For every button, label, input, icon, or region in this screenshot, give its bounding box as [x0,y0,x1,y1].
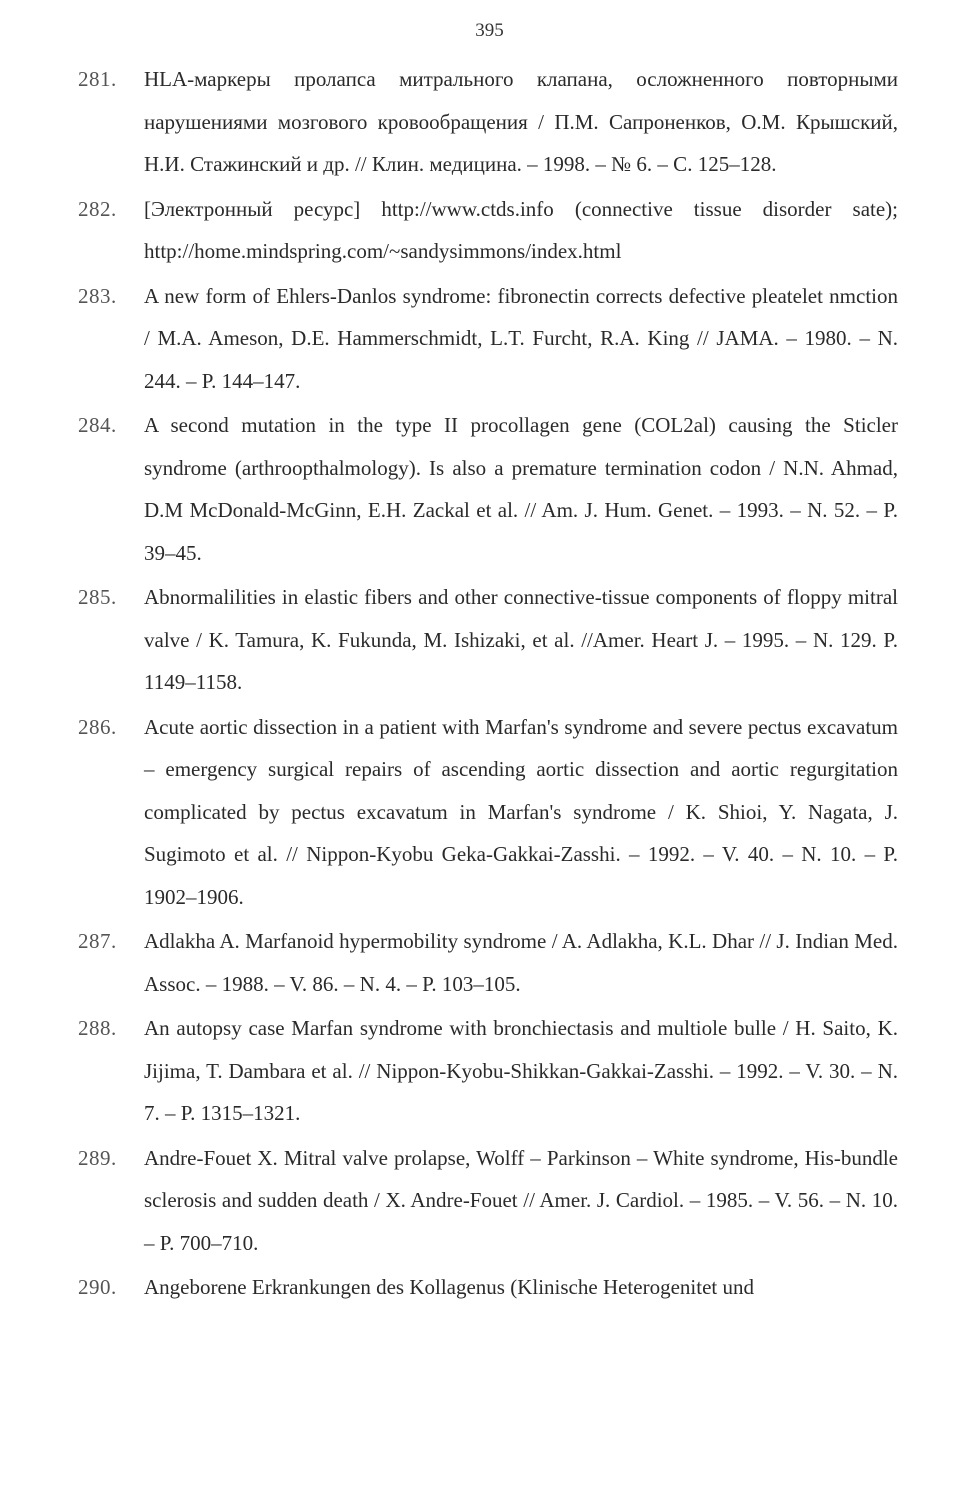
reference-text: Adlakha A. Marfanoid hypermobility syndrome / A. Adlakha, K.L. Dhar // J. Indian Med. Assoc. – 1988. – V. 86. – N. 4. – P. 103–105. [144,929,898,996]
reference-number: 290. [78,1275,117,1299]
reference-item [78,920,898,1005]
reference-text: Angeborene Erkrankungen des Kollagenus (Klinische Heterogenitet und [144,1275,754,1299]
reference-text: Andre-Fouet X. Mitral valve prolapse, Wolff – Parkinson – White syndrome, His-bundle sclerosis and sudden death / X. Andre-Fouet // Amer. J. Cardiol. – 1985. – V. 56. – N. 10. – P. 700–710. [144,1145,898,1255]
reference-text: A second mutation in the type II procollagen gene (COL2al) causing the Sticler syndrome (arthroopthalmology). Is also a premature termination codon / N.N. Ahmad, D.M McDonald-McGinn, E.H. Zackal et al. // Am. J. Hum. Genet. – 1993. – N. 52. – P. 39–45. [144,413,898,565]
reference-number: 287. [78,929,117,953]
reference-item [78,706,898,919]
reference-text: A new form of Ehlers-Danlos syndrome: fibronectin corrects defective pleatelet nmction / M.A. Ameson, D.E. Hammerschmidt, L.T. Furcht, R.A. King // JAMA. – 1980. – N. 244. – P. 144–147. [144,283,898,393]
reference-number: 289. [78,1145,117,1170]
reference-text: An autopsy case Marfan syndrome with bronchiectasis and multiole bulle / H. Saito, K. Jijima, T. Dambara et al. // Nippon-Kyobu-Shikkan-Gakkai-Zasshi. – 1992. – V. 30. – N. 7. – P. 1315–1321. [144,1016,898,1125]
reference-text: HLA-маркеры пролапса митрального клапана, осложненного повторными нарушениями мозгового кровообращения / П.М. Сапроненков, О.М. Крышский, Н.И. Стажинский и др. // Клин. медицина. – 1998. – № 6. – С. 125–128. [144,67,898,176]
reference-list [78,58,898,1311]
reference-number: 284. [78,413,117,437]
reference-item [78,188,898,273]
reference-number: 285. [78,585,117,609]
reference-number: 286. [78,714,117,739]
reference-number: 282. [78,196,117,221]
reference-item [78,576,898,704]
reference-item [78,404,898,574]
reference-number: 281. [78,67,117,91]
reference-item [78,275,898,403]
reference-text: [Электронный ресурс] http://www.ctds.info (connective tissue disorder sate); http://home.mindspring.com/~sandysimmons/index.html [144,196,898,263]
reference-item [78,1007,898,1135]
page-number: 395 [475,20,504,41]
reference-text: Abnormalilities in elastic fibers and other connective-tissue components of floppy mitral valve / K. Tamura, K. Fukunda, M. Ishizaki, et al. //Amer. Heart J. – 1995. – N. 129. P. 1149–1158. [144,585,898,694]
reference-item [78,1137,898,1265]
reference-number: 283. [78,283,117,308]
reference-item [78,1266,898,1309]
reference-number: 288. [78,1016,117,1040]
reference-item [78,58,898,186]
reference-text: Acute aortic dissection in a patient with Marfan's syndrome and severe pectus excavatum – emergency surgical repairs of ascending aortic dissection and aortic regurgitation complicated by pectus excavatum in Marfan's syndrome / K. Shioi, Y. Nagata, J. Sugimoto et al. // Nippon-Kyobu Geka-Gakkai-Zasshi. – 1992. – V. 40. – N. 10. – P. 1902–1906. [144,714,898,909]
